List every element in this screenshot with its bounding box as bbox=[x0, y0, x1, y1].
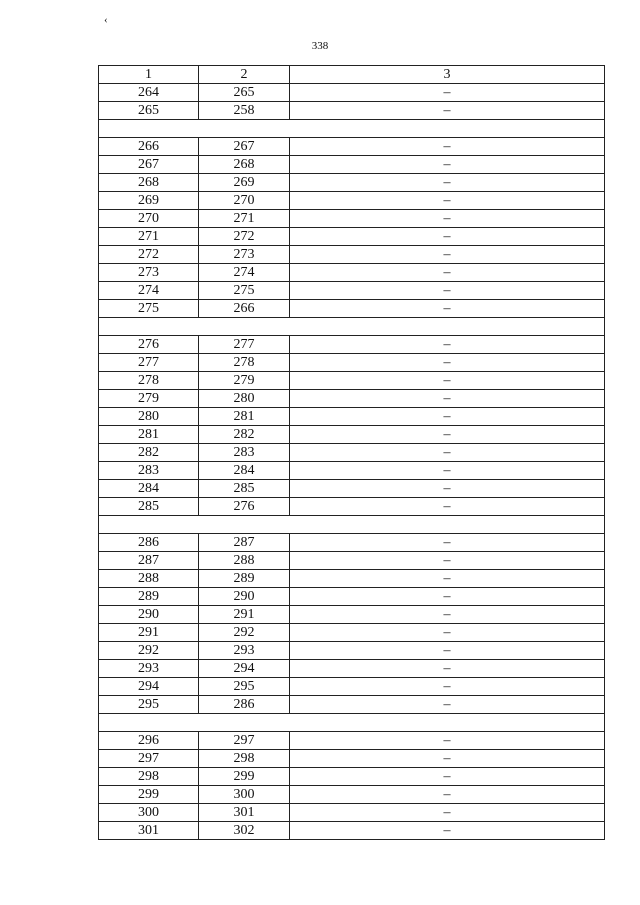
table-row bbox=[99, 750, 605, 768]
cell-col-2: 266 bbox=[199, 300, 290, 318]
cell-col-1: 271 bbox=[99, 228, 199, 246]
cell-col-3: – bbox=[290, 588, 605, 606]
cell-col-1: 294 bbox=[99, 678, 199, 696]
table-row bbox=[99, 228, 605, 246]
cell-col-1: 288 bbox=[99, 570, 199, 588]
table-row bbox=[99, 804, 605, 822]
table-row bbox=[99, 354, 605, 372]
separator-cell bbox=[99, 120, 605, 138]
cell-col-2: 299 bbox=[199, 768, 290, 786]
table-row bbox=[99, 372, 605, 390]
cell-col-3: – bbox=[290, 534, 605, 552]
cell-col-2: 301 bbox=[199, 804, 290, 822]
cell-col-2: 274 bbox=[199, 264, 290, 282]
table-row bbox=[99, 408, 605, 426]
table-row bbox=[99, 156, 605, 174]
table-row bbox=[99, 390, 605, 408]
cell-col-1: 267 bbox=[99, 156, 199, 174]
cell-col-3: – bbox=[290, 372, 605, 390]
table-row bbox=[99, 300, 605, 318]
cell-col-3: – bbox=[290, 462, 605, 480]
cell-col-1: 264 bbox=[99, 84, 199, 102]
cell-col-3: – bbox=[290, 192, 605, 210]
table-row bbox=[99, 696, 605, 714]
cell-col-3: – bbox=[290, 390, 605, 408]
cell-col-2: 298 bbox=[199, 750, 290, 768]
cell-col-2: 283 bbox=[199, 444, 290, 462]
cell-col-2: 289 bbox=[199, 570, 290, 588]
cell-col-1: 296 bbox=[99, 732, 199, 750]
cell-col-2: 281 bbox=[199, 408, 290, 426]
cell-col-1: 295 bbox=[99, 696, 199, 714]
cell-col-2: 265 bbox=[199, 84, 290, 102]
cell-col-2: 302 bbox=[199, 822, 290, 840]
cell-col-2: 291 bbox=[199, 606, 290, 624]
cell-col-2: 270 bbox=[199, 192, 290, 210]
cell-col-3: – bbox=[290, 444, 605, 462]
cell-col-1: 279 bbox=[99, 390, 199, 408]
cell-col-3: – bbox=[290, 570, 605, 588]
cell-col-2: 268 bbox=[199, 156, 290, 174]
header-cell-2: 2 bbox=[199, 66, 290, 84]
table-row bbox=[99, 678, 605, 696]
cell-col-1: 291 bbox=[99, 624, 199, 642]
cell-col-2: 280 bbox=[199, 390, 290, 408]
cell-col-2: 272 bbox=[199, 228, 290, 246]
cell-col-2: 292 bbox=[199, 624, 290, 642]
cell-col-1: 269 bbox=[99, 192, 199, 210]
cell-col-3: – bbox=[290, 822, 605, 840]
cell-col-1: 300 bbox=[99, 804, 199, 822]
table-row bbox=[99, 138, 605, 156]
cell-col-3: – bbox=[290, 606, 605, 624]
cell-col-2: 258 bbox=[199, 102, 290, 120]
cell-col-1: 286 bbox=[99, 534, 199, 552]
cell-col-1: 277 bbox=[99, 354, 199, 372]
cell-col-2: 267 bbox=[199, 138, 290, 156]
table-row bbox=[99, 642, 605, 660]
cell-col-2: 284 bbox=[199, 462, 290, 480]
cell-col-3: – bbox=[290, 156, 605, 174]
cell-col-3: – bbox=[290, 228, 605, 246]
cell-col-2: 273 bbox=[199, 246, 290, 264]
cell-col-1: 283 bbox=[99, 462, 199, 480]
cell-col-1: 276 bbox=[99, 336, 199, 354]
cell-col-3: – bbox=[290, 282, 605, 300]
cell-col-2: 288 bbox=[199, 552, 290, 570]
header-cell-1: 1 bbox=[99, 66, 199, 84]
table-row bbox=[99, 498, 605, 516]
group-separator-row bbox=[99, 516, 605, 534]
table-row bbox=[99, 660, 605, 678]
cell-col-1: 297 bbox=[99, 750, 199, 768]
cell-col-1: 282 bbox=[99, 444, 199, 462]
cell-col-3: – bbox=[290, 804, 605, 822]
cell-col-2: 271 bbox=[199, 210, 290, 228]
cell-col-3: – bbox=[290, 678, 605, 696]
page-number: 338 bbox=[311, 40, 329, 52]
cell-col-3: – bbox=[290, 696, 605, 714]
cell-col-3: – bbox=[290, 84, 605, 102]
table-row bbox=[99, 336, 605, 354]
cell-col-1: 293 bbox=[99, 660, 199, 678]
cell-col-3: – bbox=[290, 660, 605, 678]
cell-col-1: 299 bbox=[99, 786, 199, 804]
cell-col-1: 272 bbox=[99, 246, 199, 264]
table-row bbox=[99, 552, 605, 570]
cell-col-3: – bbox=[290, 750, 605, 768]
cell-col-2: 278 bbox=[199, 354, 290, 372]
cell-col-1: 281 bbox=[99, 426, 199, 444]
cell-col-2: 286 bbox=[199, 696, 290, 714]
cell-col-1: 285 bbox=[99, 498, 199, 516]
table-row bbox=[99, 732, 605, 750]
cell-col-1: 298 bbox=[99, 768, 199, 786]
cell-col-1: 287 bbox=[99, 552, 199, 570]
group-separator-row bbox=[99, 120, 605, 138]
corner-mark: ‹ bbox=[104, 14, 108, 26]
cell-col-3: – bbox=[290, 246, 605, 264]
cell-col-2: 300 bbox=[199, 786, 290, 804]
cell-col-3: – bbox=[290, 732, 605, 750]
table-row bbox=[99, 786, 605, 804]
cell-col-2: 293 bbox=[199, 642, 290, 660]
table-row bbox=[99, 192, 605, 210]
cell-col-3: – bbox=[290, 300, 605, 318]
cell-col-2: 297 bbox=[199, 732, 290, 750]
table-row bbox=[99, 426, 605, 444]
cell-col-3: – bbox=[290, 174, 605, 192]
table-row bbox=[99, 768, 605, 786]
cell-col-3: – bbox=[290, 426, 605, 444]
separator-cell bbox=[99, 516, 605, 534]
cell-col-1: 266 bbox=[99, 138, 199, 156]
separator-cell bbox=[99, 714, 605, 732]
table-row bbox=[99, 534, 605, 552]
table-row bbox=[99, 174, 605, 192]
table-row bbox=[99, 246, 605, 264]
cell-col-3: – bbox=[290, 138, 605, 156]
data-table bbox=[98, 65, 605, 840]
cell-col-3: – bbox=[290, 498, 605, 516]
cell-col-3: – bbox=[290, 786, 605, 804]
cell-col-3: – bbox=[290, 624, 605, 642]
header-cell-3: 3 bbox=[290, 66, 605, 84]
cell-col-1: 265 bbox=[99, 102, 199, 120]
table-row bbox=[99, 444, 605, 462]
table-row bbox=[99, 282, 605, 300]
cell-col-1: 278 bbox=[99, 372, 199, 390]
table-row bbox=[99, 102, 605, 120]
cell-col-1: 275 bbox=[99, 300, 199, 318]
cell-col-3: – bbox=[290, 210, 605, 228]
table-row bbox=[99, 264, 605, 282]
cell-col-2: 282 bbox=[199, 426, 290, 444]
cell-col-2: 275 bbox=[199, 282, 290, 300]
header-row bbox=[99, 66, 605, 84]
cell-col-1: 273 bbox=[99, 264, 199, 282]
table-row bbox=[99, 570, 605, 588]
cell-col-1: 270 bbox=[99, 210, 199, 228]
table-row bbox=[99, 84, 605, 102]
cell-col-2: 294 bbox=[199, 660, 290, 678]
cell-col-2: 269 bbox=[199, 174, 290, 192]
cell-col-3: – bbox=[290, 642, 605, 660]
cell-col-3: – bbox=[290, 768, 605, 786]
cell-col-3: – bbox=[290, 552, 605, 570]
table-row bbox=[99, 624, 605, 642]
cell-col-3: – bbox=[290, 102, 605, 120]
table-row bbox=[99, 822, 605, 840]
table-row bbox=[99, 480, 605, 498]
cell-col-2: 276 bbox=[199, 498, 290, 516]
table-body bbox=[99, 66, 605, 840]
cell-col-3: – bbox=[290, 336, 605, 354]
cell-col-1: 284 bbox=[99, 480, 199, 498]
cell-col-1: 268 bbox=[99, 174, 199, 192]
table-row bbox=[99, 210, 605, 228]
cell-col-1: 292 bbox=[99, 642, 199, 660]
cell-col-3: – bbox=[290, 480, 605, 498]
cell-col-3: – bbox=[290, 354, 605, 372]
cell-col-3: – bbox=[290, 264, 605, 282]
separator-cell bbox=[99, 318, 605, 336]
cell-col-2: 285 bbox=[199, 480, 290, 498]
cell-col-3: – bbox=[290, 408, 605, 426]
cell-col-2: 287 bbox=[199, 534, 290, 552]
table-row bbox=[99, 462, 605, 480]
table-row bbox=[99, 588, 605, 606]
group-separator-row bbox=[99, 714, 605, 732]
cell-col-1: 280 bbox=[99, 408, 199, 426]
cell-col-2: 277 bbox=[199, 336, 290, 354]
cell-col-1: 274 bbox=[99, 282, 199, 300]
cell-col-2: 279 bbox=[199, 372, 290, 390]
cell-col-1: 289 bbox=[99, 588, 199, 606]
cell-col-1: 301 bbox=[99, 822, 199, 840]
group-separator-row bbox=[99, 318, 605, 336]
cell-col-2: 290 bbox=[199, 588, 290, 606]
cell-col-2: 295 bbox=[199, 678, 290, 696]
table-row bbox=[99, 606, 605, 624]
cell-col-1: 290 bbox=[99, 606, 199, 624]
